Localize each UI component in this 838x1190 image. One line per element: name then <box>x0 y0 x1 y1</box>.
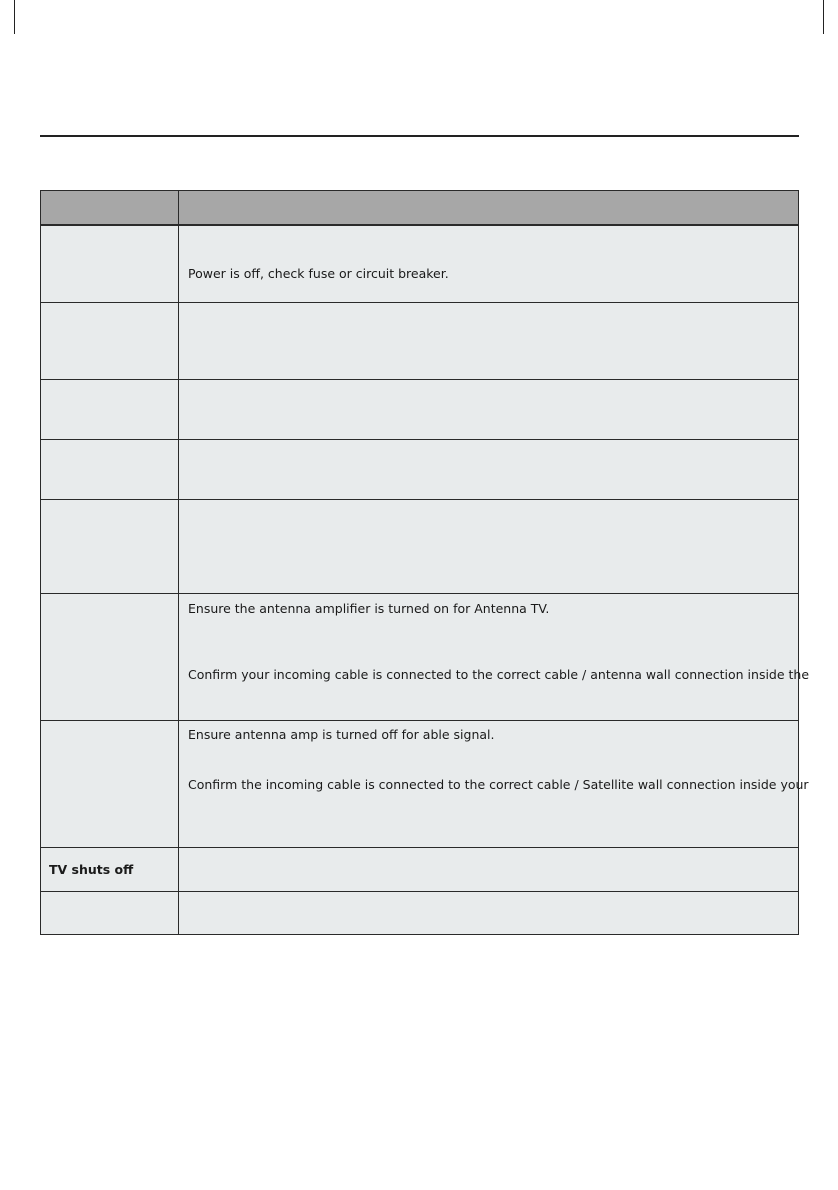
solution-text: Confirm your incoming cable is connected to the correct cable / antenna wall connection inside the <box>188 666 810 682</box>
problem-cell <box>41 720 179 847</box>
table-row <box>41 593 799 720</box>
section-divider <box>40 135 799 137</box>
solution-cell <box>179 847 799 891</box>
solution-cell <box>179 593 810 720</box>
problem-cell <box>41 593 179 720</box>
problem-cell <box>41 302 179 379</box>
solution-cell <box>179 499 799 593</box>
problem-label: TV shuts off <box>49 861 134 877</box>
solution-cell <box>179 720 809 847</box>
table-row <box>41 439 799 499</box>
table-row <box>41 379 799 439</box>
table-row <box>41 720 799 847</box>
solution-cell <box>179 379 799 439</box>
solution-text: Ensure antenna amp is turned off for able signal. <box>188 726 495 742</box>
solution-text: Power is off, check fuse or circuit breaker. <box>188 266 449 281</box>
table-row <box>41 891 799 934</box>
crop-mark-right <box>823 0 824 34</box>
problem-cell <box>41 499 179 593</box>
problem-cell <box>41 891 179 934</box>
problem-cell <box>41 225 179 302</box>
crop-mark-left <box>14 0 15 34</box>
table-header-row <box>41 191 799 226</box>
solution-cell <box>179 302 799 379</box>
solution-cell <box>179 439 799 499</box>
header-problem <box>41 191 179 226</box>
troubleshooting-table <box>40 190 810 935</box>
problem-cell <box>41 439 179 499</box>
problem-cell <box>41 379 179 439</box>
table-row <box>41 225 799 302</box>
table-row <box>41 302 799 379</box>
header-solution <box>179 191 799 226</box>
table-row <box>41 847 799 891</box>
solution-cell <box>179 891 799 934</box>
solution-text: Ensure the antenna amplifier is turned on for Antenna TV. <box>188 600 550 616</box>
table-row <box>41 499 799 593</box>
problem-cell <box>41 847 179 891</box>
solution-text: Confirm the incoming cable is connected to the correct cable / Satellite wall connection inside your <box>188 776 809 792</box>
solution-cell <box>179 225 799 302</box>
